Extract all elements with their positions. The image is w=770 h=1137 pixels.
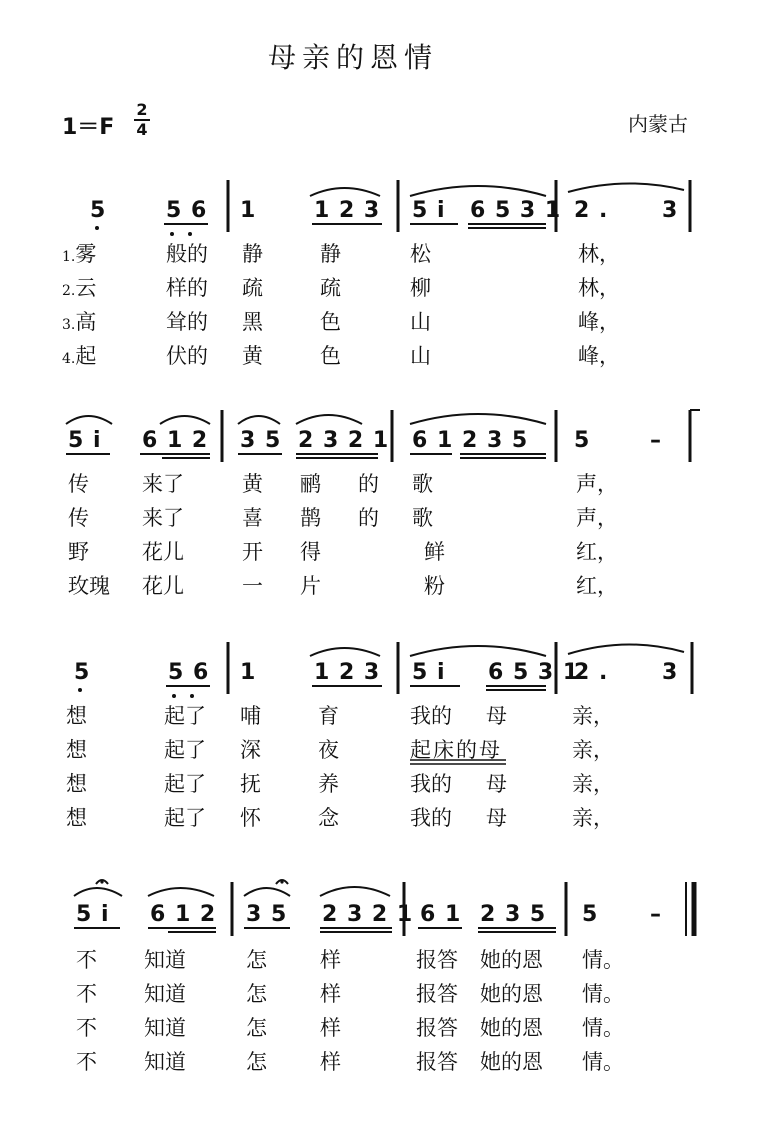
lyric: 样 bbox=[320, 1050, 341, 1074]
lyric: 林， bbox=[578, 276, 620, 300]
lyric: 她的恩 bbox=[480, 1016, 543, 1040]
lyric: 片 bbox=[300, 574, 321, 598]
slur bbox=[148, 888, 214, 896]
note-group: 2 3 5 bbox=[480, 902, 547, 927]
note-group: 6 1 bbox=[412, 428, 454, 453]
note-group: 5 bbox=[574, 428, 591, 453]
slur bbox=[410, 646, 546, 656]
lyric: 情。 bbox=[582, 1016, 624, 1040]
note-group: 2 3 2 1 bbox=[298, 428, 390, 453]
lyric: 我的 bbox=[410, 704, 452, 728]
note-group: 5 6 bbox=[166, 198, 208, 223]
slur bbox=[160, 416, 210, 424]
lyric: 黄 bbox=[242, 472, 263, 496]
lyric: 怎 bbox=[246, 948, 267, 972]
octave-dot bbox=[172, 694, 176, 698]
lyric: 峰， bbox=[578, 344, 620, 368]
lyric: 知道 bbox=[144, 1050, 186, 1074]
lyric: 声， bbox=[576, 472, 618, 496]
lyric: 静 bbox=[320, 242, 341, 266]
lyric: 传 bbox=[68, 506, 89, 530]
note-group: 6 1 bbox=[420, 902, 462, 927]
lyric: 情。 bbox=[582, 948, 624, 972]
verse-number: 1. bbox=[62, 249, 76, 265]
lyric: 鲜 bbox=[424, 540, 445, 564]
lyric: 花儿 bbox=[142, 574, 184, 598]
note-group: 1 bbox=[240, 660, 257, 685]
lyric: 哺 bbox=[240, 704, 261, 728]
note-group: 3 5 bbox=[246, 902, 288, 927]
lyric: 云 bbox=[75, 276, 97, 300]
note-group: 5 i bbox=[76, 902, 110, 927]
lyric: 歌 bbox=[412, 472, 433, 496]
lyric: 不 bbox=[76, 948, 97, 972]
lyric: 样的 bbox=[166, 276, 208, 300]
note-group: 5 i bbox=[412, 660, 446, 685]
lyric: 伏的 bbox=[166, 344, 208, 368]
note-group: 2 . bbox=[574, 660, 609, 685]
lyric: 传 bbox=[68, 472, 89, 496]
lyric: 夜 bbox=[318, 738, 339, 762]
lyric: 山 bbox=[410, 344, 431, 368]
verse-number: 4. bbox=[62, 351, 76, 367]
lyric: 喜 bbox=[242, 506, 263, 530]
note-group: – bbox=[650, 902, 662, 927]
lyric: 般的 bbox=[166, 242, 208, 266]
lyric: 母 bbox=[486, 806, 507, 830]
lyric: 野 bbox=[68, 540, 89, 564]
lyric: 样 bbox=[320, 948, 341, 972]
lyric: 报答 bbox=[416, 1016, 458, 1040]
lyric: 粉 bbox=[424, 574, 445, 598]
note-group: 3 bbox=[662, 660, 679, 685]
verse-number: 2. bbox=[62, 283, 76, 299]
lyric: 来了 bbox=[142, 472, 184, 496]
lyric: 色 bbox=[320, 344, 341, 368]
lyric: 知道 bbox=[144, 948, 186, 972]
note-group: 2 . bbox=[574, 198, 609, 223]
key-signature: 1＝F bbox=[62, 115, 115, 140]
lyric: 耸的 bbox=[166, 310, 208, 334]
lyric: 想 bbox=[66, 738, 87, 762]
lyric: 抚 bbox=[240, 772, 261, 796]
note-group: 1 bbox=[240, 198, 257, 223]
lyric: 红， bbox=[576, 574, 618, 598]
lyric: 山 bbox=[410, 310, 431, 334]
slur bbox=[74, 888, 122, 896]
lyric: 起床的母 bbox=[410, 738, 502, 762]
lyric: 育 bbox=[318, 704, 339, 728]
lyric: 怎 bbox=[246, 1016, 267, 1040]
lyric: 静 bbox=[242, 242, 263, 266]
lyric: 亲， bbox=[572, 772, 614, 796]
note-group: 1 2 3 bbox=[314, 660, 381, 685]
lyric: 的 bbox=[358, 472, 379, 496]
lyric: 她的恩 bbox=[480, 948, 543, 972]
slur bbox=[568, 183, 684, 192]
lyric: 知道 bbox=[144, 982, 186, 1006]
octave-dot bbox=[188, 232, 192, 236]
lyric: 雾 bbox=[75, 242, 97, 266]
lyric: 黄 bbox=[242, 344, 263, 368]
lyric: 怎 bbox=[246, 1050, 267, 1074]
lyric: 深 bbox=[240, 738, 261, 762]
lyric: 报答 bbox=[416, 982, 458, 1006]
note-group: 2 3 5 bbox=[462, 428, 529, 453]
lyric: 开 bbox=[242, 540, 263, 564]
lyric: 一 bbox=[242, 574, 263, 598]
lyric: 情。 bbox=[582, 982, 624, 1006]
lyric: 高 bbox=[75, 310, 97, 334]
note-group: 5 bbox=[582, 902, 599, 927]
octave-dot bbox=[95, 226, 99, 230]
slur bbox=[238, 416, 280, 424]
lyric: 母 bbox=[486, 704, 507, 728]
lyric: 想 bbox=[66, 772, 87, 796]
lyric: 亲， bbox=[572, 704, 614, 728]
lyric: 养 bbox=[318, 772, 339, 796]
lyric: 样 bbox=[320, 982, 341, 1006]
lyric: 母 bbox=[486, 772, 507, 796]
lyric: 的 bbox=[358, 506, 379, 530]
fermata-dot bbox=[100, 880, 103, 883]
lyric: 不 bbox=[76, 1016, 97, 1040]
song-title: 母亲的恩情 bbox=[268, 41, 439, 74]
slur bbox=[66, 416, 112, 424]
lyric: 我的 bbox=[410, 806, 452, 830]
lyric: 疏 bbox=[242, 276, 263, 300]
note-group: 6 1 2 bbox=[142, 428, 209, 453]
slur bbox=[410, 414, 546, 424]
lyric: 林， bbox=[578, 242, 620, 266]
lyric: 起 bbox=[75, 344, 97, 368]
lyric: 峰， bbox=[578, 310, 620, 334]
lyric: 花儿 bbox=[142, 540, 184, 564]
note-group: 6 1 2 bbox=[150, 902, 217, 927]
verse-number: 3. bbox=[62, 317, 76, 333]
lyric: 不 bbox=[76, 982, 97, 1006]
note-group: 5 bbox=[90, 198, 107, 223]
note-group: 1 2 3 bbox=[314, 198, 381, 223]
lyric: 柳 bbox=[410, 276, 431, 300]
lyric: 起了 bbox=[164, 704, 206, 728]
lyric: 起了 bbox=[164, 738, 206, 762]
lyric: 情。 bbox=[582, 1050, 624, 1074]
octave-dot bbox=[78, 688, 82, 692]
lyric: 怎 bbox=[246, 982, 267, 1006]
slur bbox=[568, 644, 684, 654]
lyric: 起了 bbox=[164, 806, 206, 830]
lyric: 亲， bbox=[572, 738, 614, 762]
note-group: 2 3 2 1 bbox=[322, 902, 414, 927]
lyric: 不 bbox=[76, 1050, 97, 1074]
slur bbox=[310, 188, 380, 196]
note-group: 5 i bbox=[412, 198, 446, 223]
slur bbox=[244, 888, 290, 896]
lyric: 玫瑰 bbox=[68, 574, 110, 598]
slur bbox=[410, 186, 546, 196]
lyric: 鹂 bbox=[300, 472, 321, 496]
lyric: 得 bbox=[300, 540, 321, 564]
slur bbox=[296, 415, 362, 424]
lyric: 鹊 bbox=[300, 506, 321, 530]
lyric: 样 bbox=[320, 1016, 341, 1040]
note-group: 5 bbox=[74, 660, 91, 685]
slur bbox=[320, 887, 390, 896]
lyric: 声， bbox=[576, 506, 618, 530]
lyric: 知道 bbox=[144, 1016, 186, 1040]
lyric: 起了 bbox=[164, 772, 206, 796]
note-group: 5 i bbox=[68, 428, 102, 453]
lyric: 色 bbox=[320, 310, 341, 334]
slur bbox=[310, 648, 380, 656]
lyric: 歌 bbox=[412, 506, 433, 530]
note-group: 6 5 3 1 bbox=[488, 660, 580, 685]
lyric: 松 bbox=[410, 242, 431, 266]
fermata-dot bbox=[280, 880, 283, 883]
lyric: 报答 bbox=[416, 1050, 458, 1074]
lyric: 怀 bbox=[240, 806, 261, 830]
octave-dot bbox=[190, 694, 194, 698]
note-group: 5 6 bbox=[168, 660, 210, 685]
note-group: – bbox=[650, 428, 662, 453]
lyric: 想 bbox=[66, 806, 87, 830]
region-label: 内蒙古 bbox=[628, 112, 688, 136]
lyric: 疏 bbox=[320, 276, 341, 300]
time-denominator: 4 bbox=[136, 120, 148, 139]
lyric: 我的 bbox=[410, 772, 452, 796]
note-group: 6 5 3 1 bbox=[470, 198, 562, 223]
lyric: 报答 bbox=[416, 948, 458, 972]
octave-dot bbox=[170, 232, 174, 236]
lyric: 来了 bbox=[142, 506, 184, 530]
lyric: 想 bbox=[66, 704, 87, 728]
lyric: 亲， bbox=[572, 806, 614, 830]
lyric: 红， bbox=[576, 540, 618, 564]
lyric: 她的恩 bbox=[480, 1050, 543, 1074]
lyric: 念 bbox=[318, 806, 339, 830]
lyric: 黑 bbox=[242, 310, 263, 334]
time-numerator: 2 bbox=[136, 100, 148, 119]
note-group: 3 bbox=[662, 198, 679, 223]
note-group: 3 5 bbox=[240, 428, 282, 453]
lyric: 她的恩 bbox=[480, 982, 543, 1006]
